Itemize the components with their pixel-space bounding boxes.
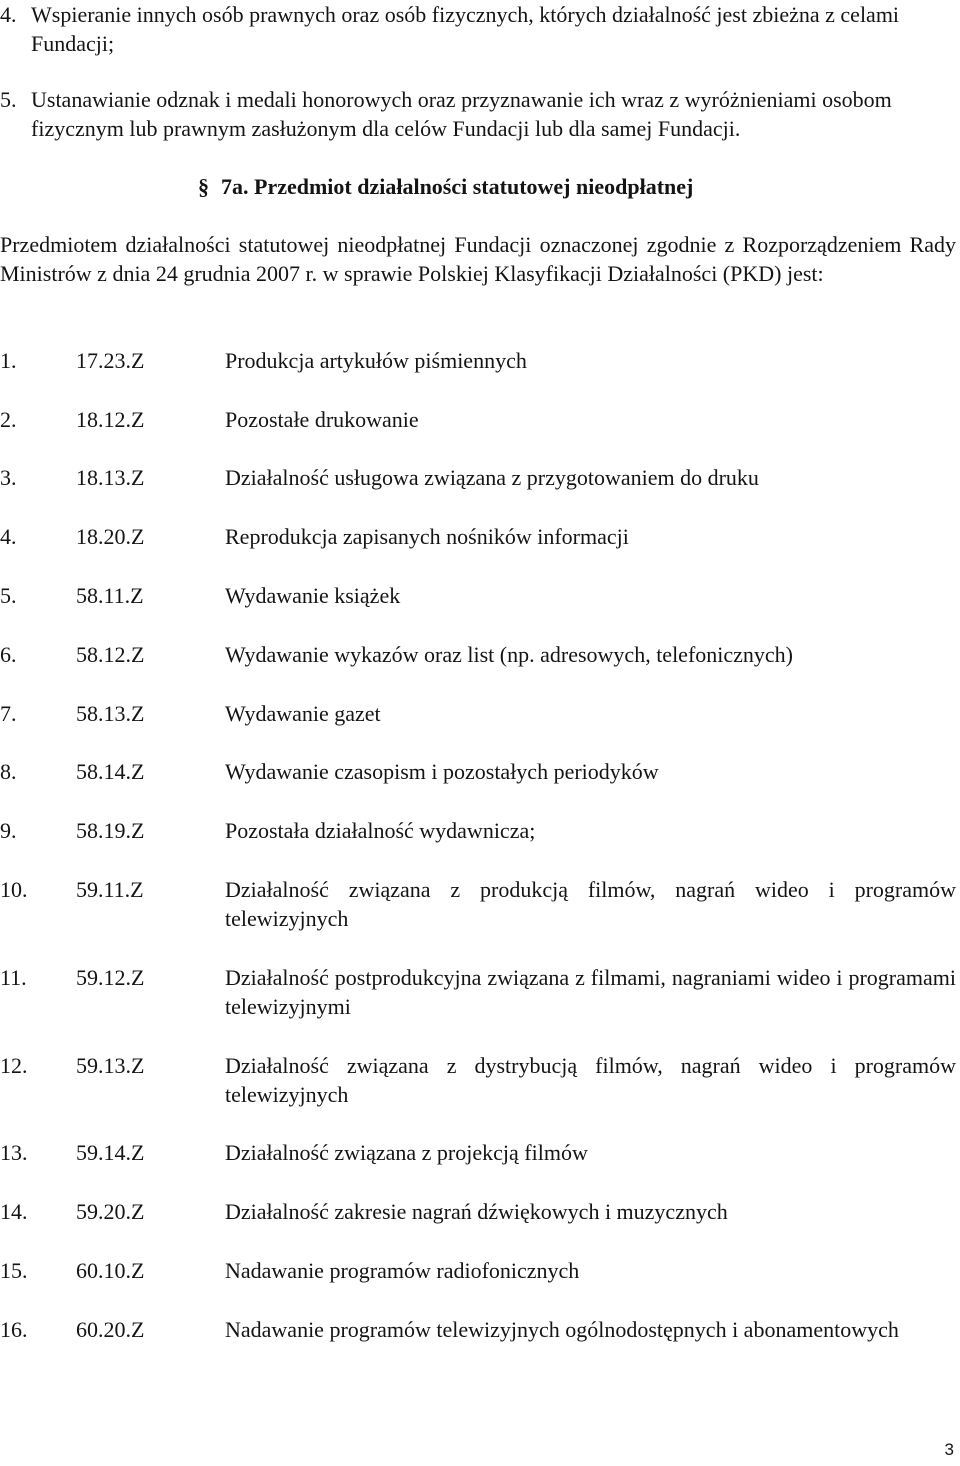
section-heading bbox=[198, 172, 693, 201]
pkd-item-description: Działalność związana z projekcją filmów bbox=[225, 1140, 588, 1165]
pkd-item-description: Wydawanie książek bbox=[225, 583, 401, 608]
pkd-item-number: 6. bbox=[0, 642, 17, 667]
pkd-item-description: Pozostała działalność wydawnicza; bbox=[225, 818, 536, 843]
pkd-item-number: 7. bbox=[0, 701, 17, 726]
pkd-item-description: Działalność postprodukcyjna związana z filmami, nagraniami wideo i programami telewizyjnymi bbox=[225, 965, 956, 1019]
pkd-item-number: 13. bbox=[0, 1140, 28, 1165]
pkd-item-description: Reprodukcja zapisanych nośników informacji bbox=[225, 524, 629, 549]
intro-item-text: Wspieranie innych osób prawnych oraz osób fizycznych, których działalność jest zbieżna z celami Fundacji; bbox=[31, 2, 900, 56]
pkd-item-description: Wydawanie wykazów oraz list (np. adresowych, telefonicznych) bbox=[225, 642, 794, 667]
pkd-item-description: Działalność usługowa związana z przygotowaniem do druku bbox=[225, 465, 759, 490]
pkd-item-number: 14. bbox=[0, 1199, 28, 1224]
pkd-item-number: 15. bbox=[0, 1258, 28, 1283]
pkd-item-description: Wydawanie czasopism i pozostałych periodyków bbox=[225, 759, 659, 784]
pkd-item-description: Nadawanie programów telewizyjnych ogólnodostępnych i abonamentowych bbox=[225, 1317, 899, 1342]
intro-item-text: Ustanawianie odznak i medali honorowych oraz przyznawanie ich wraz z wyróżnieniami osobom fizycznym lub prawnym zasłużonym dla celów Fundacji lub dla samej Fundacji. bbox=[31, 87, 892, 141]
pkd-item-number: 4. bbox=[0, 524, 17, 549]
pkd-item-description: Nadawanie programów radiofonicznych bbox=[225, 1258, 580, 1283]
section-symbol: § bbox=[198, 174, 209, 199]
pkd-item-code: 59.14.Z bbox=[76, 1140, 145, 1165]
pkd-item-code: 58.11.Z bbox=[76, 583, 144, 608]
pkd-item-number: 12. bbox=[0, 1053, 28, 1078]
pkd-item-number: 2. bbox=[0, 407, 17, 432]
pkd-item-description: Działalność zakresie nagrań dźwiękowych i muzycznych bbox=[225, 1199, 728, 1224]
pkd-item-code: 17.23.Z bbox=[76, 348, 145, 373]
intro-item-number: 5. bbox=[0, 87, 17, 112]
pkd-item-number: 5. bbox=[0, 583, 17, 608]
pkd-item-number: 1. bbox=[0, 348, 17, 373]
pkd-item-code: 59.13.Z bbox=[76, 1053, 145, 1078]
pkd-item-code: 18.13.Z bbox=[76, 465, 145, 490]
intro-item-number: 4. bbox=[0, 2, 17, 27]
section-title-text: 7a. Przedmiot działalności statutowej nieodpłatnej bbox=[221, 174, 694, 199]
pkd-item-description: Działalność związana z produkcją filmów, nagrań wideo i programów telewizyjnych bbox=[225, 877, 956, 931]
pkd-item-description: Pozostałe drukowanie bbox=[225, 407, 419, 432]
pkd-item-code: 60.10.Z bbox=[76, 1258, 145, 1283]
pkd-item-code: 60.20.Z bbox=[76, 1317, 145, 1342]
pkd-item-code: 59.12.Z bbox=[76, 965, 145, 990]
pkd-item-code: 59.20.Z bbox=[76, 1199, 145, 1224]
pkd-item-code: 18.12.Z bbox=[76, 407, 145, 432]
pkd-item-description: Produkcja artykułów piśmiennych bbox=[225, 348, 527, 373]
pkd-item-code: 58.13.Z bbox=[76, 701, 145, 726]
pkd-item-code: 58.12.Z bbox=[76, 642, 145, 667]
pkd-item-code: 18.20.Z bbox=[76, 524, 145, 549]
pkd-item-description: Działalność związana z dystrybucją filmów, nagrań wideo i programów telewizyjnych bbox=[225, 1053, 956, 1107]
page-number: 3 bbox=[944, 1440, 954, 1459]
pkd-item-code: 58.19.Z bbox=[76, 818, 145, 843]
pkd-item-number: 11. bbox=[0, 965, 27, 990]
section-paragraph: Przedmiotem działalności statutowej nieodpłatnej Fundacji oznaczonej zgodnie z Rozporządzeniem Rady Ministrów z dnia 24 grudnia 2007 r. w sprawie Polskiej Klasyfikacji Działalności (PKD) jest: bbox=[0, 232, 956, 286]
pkd-item-number: 16. bbox=[0, 1317, 28, 1342]
pkd-item-code: 58.14.Z bbox=[76, 759, 145, 784]
pkd-item-number: 3. bbox=[0, 465, 17, 490]
pkd-item-code: 59.11.Z bbox=[76, 877, 144, 902]
pkd-item-number: 8. bbox=[0, 759, 17, 784]
pkd-item-number: 9. bbox=[0, 818, 17, 843]
pkd-item-number: 10. bbox=[0, 877, 28, 902]
pkd-item-description: Wydawanie gazet bbox=[225, 701, 381, 726]
